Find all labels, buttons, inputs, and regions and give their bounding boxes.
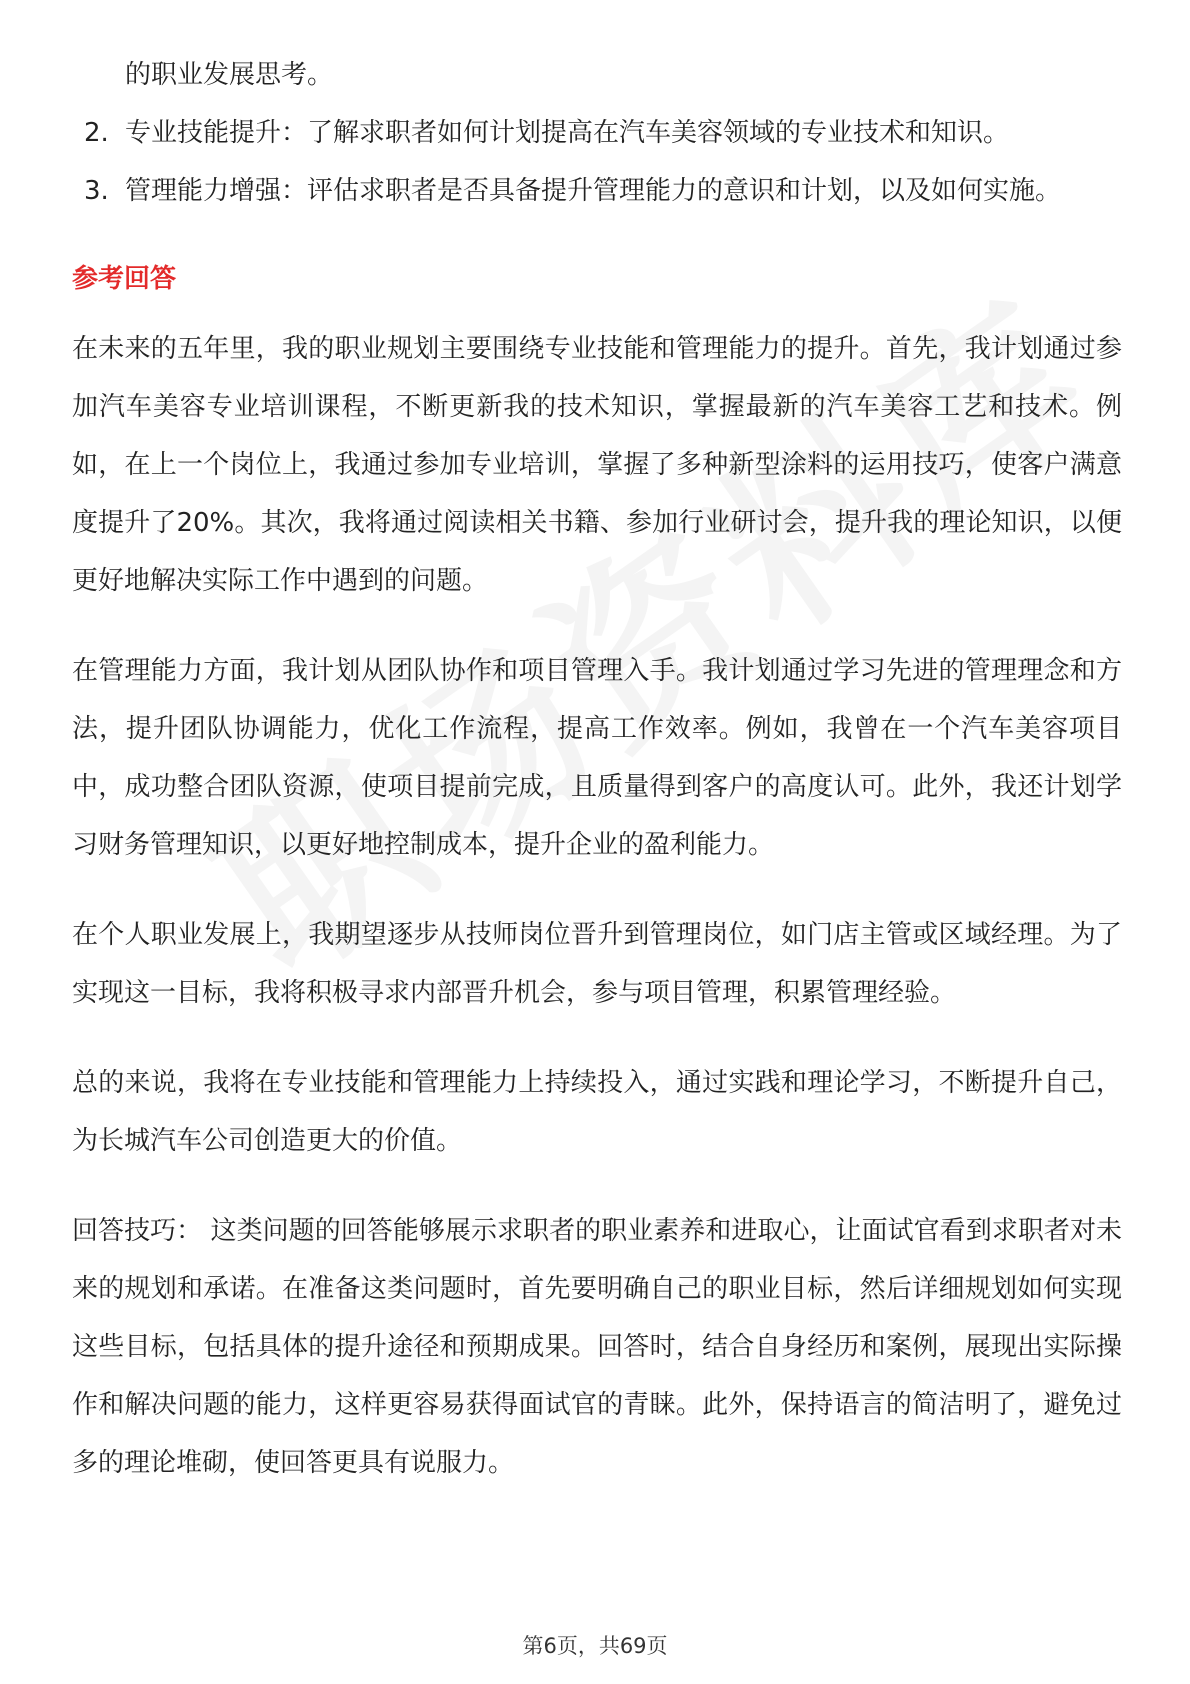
- tips-paragraph: 回答技巧： 这类问题的回答能够展示求职者的职业素养和进取心，让面试官看到求职者对未来的规划和承诺。在准备这类问题时，首先要明确自己的职业目标，然后详细规划如何实现这些目标，包括具体的提升途径和预期成果。回答时，结合自身经历和案例，展现出实际操作和解决问题的能力，这样更容易获得面试官的青睐。此外，保持语言的简洁明了，避免过多的理论堆砌，使回答更具有说服力。: [72, 1216, 1122, 1478]
- page-number: 第6页，共69页: [522, 1634, 668, 1658]
- list-number: 2.: [84, 118, 109, 148]
- answer-paragraph: 在管理能力方面，我计划从团队协作和项目管理入手。我计划通过学习先进的管理理念和方法，提升团队协调能力，优化工作流程，提高工作效率。例如，我曾在一个汽车美容项目中，成功整合团队资源，使项目提前完成，且质量得到客户的高度认可。此外，我还计划学习财务管理知识，以更好地控制成本，提升企业的盈利能力。: [72, 656, 1122, 860]
- list-number: 3.: [84, 176, 109, 206]
- list-item: [72, 162, 1122, 220]
- list-text: 管理能力增强：评估求职者是否具备提升管理能力的意识和计划，以及如何实施。: [125, 176, 1062, 206]
- question-points-list: [72, 104, 1122, 220]
- answer-paragraph: 在未来的五年里，我的职业规划主要围绕专业技能和管理能力的提升。首先，我计划通过参加汽车美容专业培训课程，不断更新我的技术知识，掌握最新的汽车美容工艺和技术。例如，在上一个岗位上，我通过参加专业培训，掌握了多种新型涂料的运用技巧，使客户满意度提升了20%。其次，我将通过阅读相关书籍、参加行业研讨会，提升我的理论知识，以便更好地解决实际工作中遇到的问题。: [72, 334, 1122, 596]
- page-content: [72, 46, 1122, 1524]
- section-heading: 参考回答: [72, 264, 177, 294]
- list-text: 专业技能提升：了解求职者如何计划提高在汽车美容领域的专业技术和知识。: [125, 118, 1010, 148]
- answer-paragraph: 在个人职业发展上，我期望逐步从技师岗位晋升到管理岗位，如门店主管或区域经理。为了实现这一目标，我将积极寻求内部晋升机会，参与项目管理，积累管理经验。: [72, 920, 1122, 1008]
- continuation-line: 的职业发展思考。: [125, 60, 334, 90]
- list-item: [72, 104, 1122, 162]
- answer-paragraph: 总的来说，我将在专业技能和管理能力上持续投入，通过实践和理论学习，不断提升自己，为长城汽车公司创造更大的价值。: [72, 1068, 1122, 1156]
